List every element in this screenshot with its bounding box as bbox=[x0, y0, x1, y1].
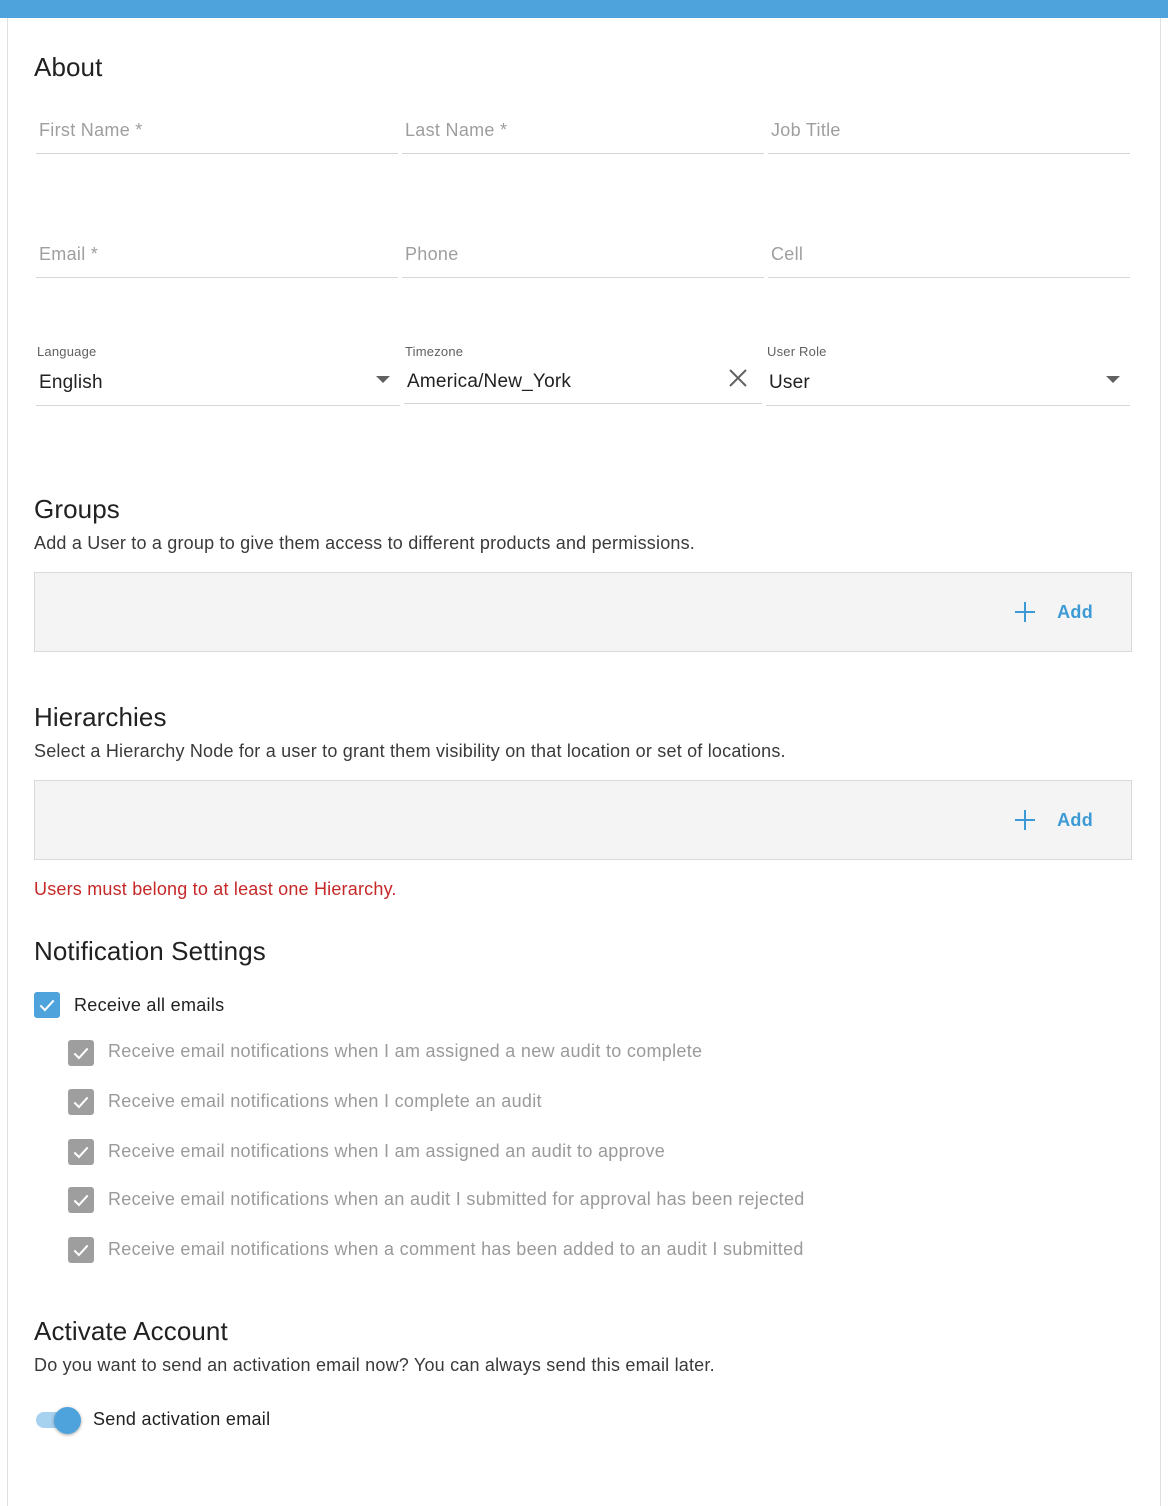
notify-rejected-audit-checkbox[interactable] bbox=[68, 1187, 94, 1213]
top-accent-bar bbox=[0, 0, 1168, 18]
send-activation-email-label: Send activation email bbox=[93, 1409, 271, 1429]
phone-field[interactable] bbox=[402, 238, 764, 278]
user-role-select[interactable] bbox=[766, 344, 1130, 406]
hierarchy-error-message: Users must belong to at least one Hierarchy. bbox=[34, 879, 397, 899]
receive-all-emails-label: Receive all emails bbox=[74, 995, 225, 1015]
notify-approve-audit-label: Receive email notifications when I am assigned an audit to approve bbox=[108, 1141, 666, 1161]
last-name-field[interactable] bbox=[402, 114, 764, 154]
timezone-value: America/New_York bbox=[407, 371, 572, 392]
chevron-down-icon[interactable] bbox=[1106, 376, 1120, 383]
language-select[interactable] bbox=[36, 344, 400, 406]
groups-heading: Groups bbox=[34, 494, 120, 524]
email-field[interactable] bbox=[36, 238, 398, 278]
check-icon bbox=[71, 1142, 91, 1162]
plus-icon bbox=[1015, 810, 1035, 830]
notify-new-audit-checkbox[interactable] bbox=[68, 1040, 94, 1066]
notification-settings-heading: Notification Settings bbox=[34, 936, 266, 966]
activate-account-heading: Activate Account bbox=[34, 1316, 228, 1346]
notify-complete-audit-label: Receive email notifications when I complete an audit bbox=[108, 1091, 542, 1111]
add-group-label: Add bbox=[1057, 601, 1093, 622]
add-hierarchy-label: Add bbox=[1057, 809, 1093, 830]
groups-description: Add a User to a group to give them access to different products and permissions. bbox=[34, 533, 696, 553]
send-activation-email-toggle[interactable] bbox=[36, 1409, 82, 1431]
language-value: English bbox=[39, 372, 103, 393]
check-icon bbox=[37, 995, 57, 1015]
notify-comment-audit-label: Receive email notifications when a comment has been added to an audit I submitted bbox=[108, 1239, 804, 1259]
check-icon bbox=[71, 1190, 91, 1210]
hierarchies-description: Select a Hierarchy Node for a user to grant them visibility on that location or set of locations. bbox=[34, 741, 786, 761]
groups-container bbox=[34, 572, 1132, 652]
cell-field[interactable] bbox=[768, 238, 1130, 278]
notify-new-audit-label: Receive email notifications when I am assigned a new audit to complete bbox=[108, 1041, 703, 1061]
timezone-label: Timezone bbox=[405, 344, 464, 359]
timezone-select[interactable] bbox=[404, 344, 762, 404]
first-name-field[interactable] bbox=[36, 114, 398, 154]
check-icon bbox=[71, 1043, 91, 1063]
chevron-down-icon[interactable] bbox=[376, 376, 390, 383]
phone-input[interactable] bbox=[402, 238, 764, 277]
language-label: Language bbox=[37, 344, 97, 359]
about-heading: About bbox=[34, 52, 103, 82]
add-group-button[interactable] bbox=[1015, 597, 1093, 627]
plus-icon bbox=[1015, 602, 1035, 622]
email-input[interactable] bbox=[36, 238, 398, 277]
hierarchies-heading: Hierarchies bbox=[34, 702, 167, 732]
notify-approve-audit-checkbox[interactable] bbox=[68, 1139, 94, 1165]
user-role-label: User Role bbox=[767, 344, 827, 359]
hierarchies-container bbox=[34, 780, 1132, 860]
job-title-field[interactable] bbox=[768, 114, 1130, 154]
activate-account-description: Do you want to send an activation email now? You can always send this email later. bbox=[34, 1355, 715, 1375]
receive-all-emails-checkbox[interactable] bbox=[34, 992, 60, 1018]
notify-rejected-audit-label: Receive email notifications when an audit I submitted for approval has been rejected bbox=[108, 1189, 805, 1209]
user-role-value: User bbox=[769, 372, 810, 393]
notify-comment-audit-checkbox[interactable] bbox=[68, 1237, 94, 1263]
first-name-input[interactable] bbox=[36, 114, 398, 153]
last-name-input[interactable] bbox=[402, 114, 764, 153]
add-hierarchy-button[interactable] bbox=[1015, 805, 1093, 835]
notify-complete-audit-checkbox[interactable] bbox=[68, 1089, 94, 1115]
check-icon bbox=[71, 1092, 91, 1112]
toggle-thumb bbox=[54, 1407, 81, 1434]
job-title-input[interactable] bbox=[768, 114, 1130, 153]
check-icon bbox=[71, 1240, 91, 1260]
cell-input[interactable] bbox=[768, 238, 1130, 277]
close-icon[interactable] bbox=[726, 366, 750, 390]
